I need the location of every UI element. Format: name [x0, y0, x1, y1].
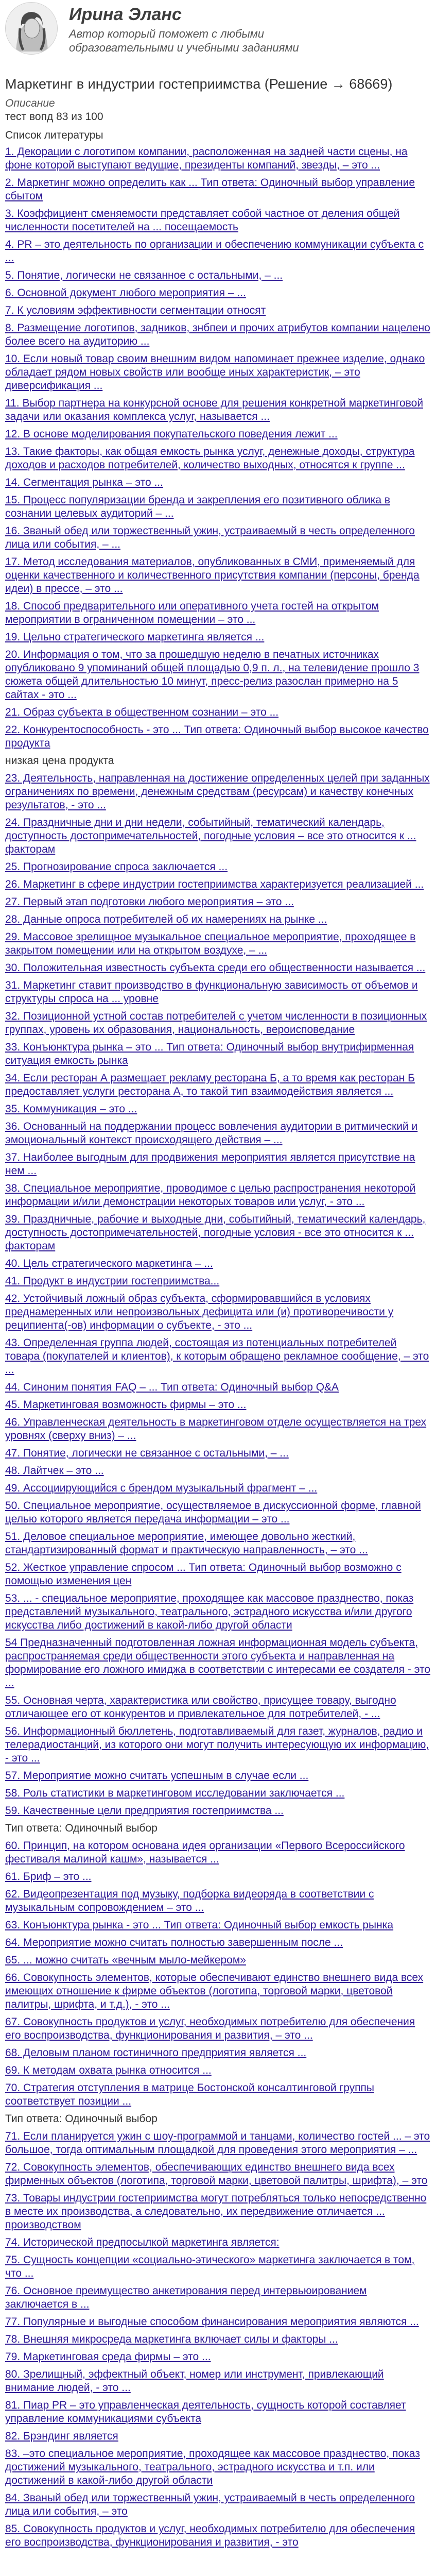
question-link[interactable]: 46. Управленческая деятельность в маркетинговом отделе осуществляется на трех уровнях (сверху вниз) – ... [5, 1416, 427, 1442]
question-link[interactable]: 40. Цель стратегического маркетинга – ... [5, 1258, 213, 1269]
question-link[interactable]: 51. Деловое специальное мероприятие, имеющее довольно жесткий, стандартизированный формат и практическую направленность, – это ... [5, 1531, 368, 1556]
avatar-sketch-icon [6, 3, 57, 54]
list-label: Список литературы [5, 129, 103, 141]
question-link[interactable]: 73. Товары индустрии гостеприимства могут потребляться только непосредственно в месте их производства, а следовательно, их передвижение отличается ... производством [5, 2192, 427, 2231]
question-link[interactable]: 61. Бриф – это ... [5, 1871, 92, 1883]
question-link[interactable]: 52. Жесткое управление спросом ... Тип ответа: Одиночный выбор возможно с помощью изменения цен [5, 1562, 402, 1587]
question-link[interactable]: 74. Исторической предпосылкой маркетинга является: [5, 2236, 280, 2248]
question-link[interactable]: 49. Ассоциирующийся с брендом музыкальный фрагмент – ... [5, 1482, 318, 1494]
question-link[interactable]: 72. Совокупность элементов, обеспечивающих единство внешнего вида всех фирменных объектов (логотипа, торговой марки, цветовой палитры, шрифта), – это [5, 2161, 428, 2187]
question-link[interactable]: 3. Коэффициент сменяемости представляет собой частное от деления общей численности посетителей на ... посещаемость [5, 208, 400, 233]
question-link[interactable]: 32. Позиционной устной состав потребителей с учетом численности в позиционных группах, уровень их образования, национальность, вероисповедание [5, 1010, 427, 1036]
question-list [5, 145, 431, 2549]
document-title: Маркетинг в индустрии гостеприимства (Решение → 68669) [5, 76, 393, 92]
question-link[interactable]: 29. Массовое зрелищное музыкальное специальное мероприятие, проходящее в закрытом помещении или на открытом воздухе, – ... [5, 931, 416, 956]
question-link[interactable]: 30. Положительная известность субъекта среди его общественности называется ... [5, 962, 426, 974]
question-link[interactable]: 50. Специальное мероприятие, осуществляемое в дискуссионной форме, главной целью которого является передача информации – это ... [5, 1500, 421, 1525]
question-link[interactable]: 71. Если планируется ужин с шоу-программой и танцами, количество гостей ... – это большое, тогда оптимальным площадкой для проведения этого мероприятия – ... [5, 2130, 430, 2156]
question-link[interactable]: 36. Основанный на поддержании процесс вовлечения аудитории в ритмический и эмоциональный контекст происходящего действия – ... [5, 1121, 418, 1146]
question-link[interactable]: 55. Основная черта, характеристика или свойство, присущее товару, выгодно отличающее его от конкурентов и привлекательное для потребителей, - ... [5, 1694, 396, 1720]
question-link[interactable]: 2. Маркетинг можно определить как ... Тип ответа: Одиночный выбор управление сбытом [5, 177, 415, 202]
question-link[interactable]: 84. Званый обед или торжественный ужин, устраиваемый в честь определенного лица или события, – это [5, 2492, 415, 2517]
question-link[interactable]: 54 Предназначенный подготовленная ложная информационная модель субъекта, распространяемая среди общественности этого субъекта и направленная на формирование его ложного имиджа в соответствии с интересами ее создателя - это ... [5, 1637, 431, 1689]
question-link[interactable]: 53. ... - специальное мероприятие, проходящее как массовое празднество, показ представлений музыкального, театрального, эстрадного искусства и/или другого искусства либо достижений в какой-либо другой области [5, 1592, 414, 1631]
question-link[interactable]: 62. Видеопрезентация под музыку, подборка видеоряда в соответствии с музыкальным сопровождением – это ... [5, 1888, 374, 1913]
list-note: низкая цена продукта [5, 755, 114, 767]
question-link[interactable]: 69. К методам охвата рынка относится ... [5, 2064, 212, 2076]
question-link[interactable]: 38. Специальное мероприятие, проводимое с целью распространения некоторой информации и/или демонстрации некоторых товаров или услуг, - это ... [5, 1182, 416, 1208]
question-link[interactable]: 39. Праздничные, рабочие и выходные дни, событийный, тематический календарь, доступность достопримечательностей, погодные условия - все это относится к ... факторам [5, 1213, 426, 1252]
author-header [5, 2, 431, 65]
question-link[interactable]: 11. Выбор партнера на конкурсной основе для решения конкретной маркетинговой задачи или оказания комплекса услуг, называется ... [5, 397, 424, 422]
question-link[interactable]: 43. Определенная группа людей, состоящая из потенциальных потребителей товара (покупателей и клиентов), к которым обращено рекламное сообщение, – это ... [5, 1337, 429, 1376]
question-link[interactable]: 59. Качественные цели предприятия гостеприимства ... [5, 1805, 284, 1817]
question-link[interactable]: 56. Информационный бюллетень, подготавливаемый для газет, журналов, радио и телерадиостанций, из которого они могут получить интересующую их информацию, - это ... [5, 1725, 429, 1764]
question-link[interactable]: 77. Популярные и выгодные способом финансирования мероприятия являются ... [5, 2316, 419, 2328]
question-link[interactable]: 83. –это специальное мероприятие, проходящее как массовое празднество, показ достижений музыкального, театрального, эстрадного искусства и т.п. или достижений в какой-либо другой области [5, 2448, 420, 2486]
question-link[interactable]: 44. Синоним понятия FAQ – ... Тип ответа: Одиночный выбор Q&A [5, 1381, 339, 1393]
question-link[interactable]: 16. Званый обед или торжественный ужин, устраиваемый в честь определенного лица или события, – ... [5, 525, 415, 550]
question-link[interactable]: 47. Понятие, логически не связанное с остальными, – ... [5, 1447, 289, 1459]
question-link[interactable]: 14. Сегментация рынка – это ... [5, 477, 163, 488]
question-link[interactable]: 75. Сущность концепции «социально-этического» маркетинга заключается в том, что ... [5, 2254, 415, 2279]
question-link[interactable]: 21. Образ субъекта в общественном сознании – это ... [5, 706, 279, 718]
question-link[interactable]: 7. К условиям эффективности сегментации относят [5, 304, 266, 316]
description-label: Описание [5, 97, 55, 109]
question-link[interactable]: 79. Маркетинговая среда фирмы – это ... [5, 2351, 211, 2363]
question-link[interactable]: 80. Зрелищный, эффектный объект, номер или инструмент, привлекающий внимание людей, - это ... [5, 2368, 384, 2394]
question-link[interactable]: 45. Маркетинговая возможность фирмы – это ... [5, 1399, 247, 1411]
question-link[interactable]: 13. Такие факторы, как общая емкость рынка услуг, денежные доходы, структура доходов и расходов потребителей, количество выходных, относятся к группе ... [5, 446, 415, 471]
question-link[interactable]: 15. Процесс популяризации бренда и закрепления его позитивного облика в сознании целевых аудиторий – ... [5, 494, 391, 519]
question-link[interactable]: 66. Совокупность элементов, которые обеспечивают единство внешнего вида всех имеющих отношение к фирме объектов (логотипа, торговой марки, цветовой палитры, шрифта, и т.д.), - это ... [5, 1972, 424, 2010]
author-name[interactable]: Ирина Эланс [69, 5, 182, 24]
question-link[interactable]: 1. Декорации с логотипом компании, расположенная на задней части сцены, на фоне которой выступают ведущие, президенты компаний, звезды, – это ... [5, 146, 408, 171]
question-link[interactable]: 25. Прогнозирование спроса заключается ... [5, 861, 228, 873]
question-link[interactable]: 27. Первый этап подготовки любого мероприятия – это ... [5, 896, 294, 908]
question-link[interactable]: 64. Мероприятие можно считать полностью завершенным после ... [5, 1937, 343, 1948]
question-link[interactable]: 22. Конкурентоспособность - это ... Тип ответа: Одиночный выбор высокое качество продукта [5, 724, 429, 749]
author-tagline: Автор который поможет с любыми образовательными и учебными заданиями [69, 27, 299, 54]
question-link[interactable]: 19. Цельно стратегического маркетинга является ... [5, 631, 265, 643]
question-link[interactable]: 23. Деятельность, направленная на достижение определенных целей при заданных ограничениях по времени, денежным средствам (ресурсам) и качеству конечных результатов, - это ... [5, 772, 430, 811]
question-link[interactable]: 60. Принцип, на котором основана идея организации «Первого Всероссийского фестиваля малиной кашм», называется ... [5, 1840, 405, 1865]
question-link[interactable]: 10. Если новый товар своим внешним видом напоминает прежнее изделие, однако обладает рядом новых свойств или вообще иных характеристик, – это диверсификация ... [5, 353, 425, 392]
question-link[interactable]: 63. Конъюнктура рынка - это ... Тип ответа: Одиночный выбор емкость рынка [5, 1919, 394, 1931]
test-info: тест вопд 83 из 100 [5, 111, 103, 123]
question-link[interactable]: 12. В основе моделирования покупательского поведения лежит ... [5, 428, 338, 440]
question-link[interactable]: 17. Метод исследования материалов, опубликованных в СМИ, применяемый для оценки качественного и количественного присутствия компании (персоны, бренда идеи) в прессе, – это ... [5, 556, 420, 595]
list-note: Тип ответа: Одиночный выбор [5, 1822, 158, 1834]
question-link[interactable]: 35. Коммуникация – это ... [5, 1103, 137, 1115]
question-link[interactable]: 78. Внешняя микросреда маркетинга включает силы и факторы ... [5, 2333, 338, 2345]
question-link[interactable]: 85. Совокупность продуктов и услуг, необходимых потребителю для обеспечения его воспроизводства, функционирования и развития, - это [5, 2523, 415, 2548]
question-link[interactable]: 57. Мероприятие можно считать успешным в случае если ... [5, 1770, 309, 1782]
question-link[interactable]: 26. Маркетинг в сфере индустрии гостеприимства характеризуется реализацией ... [5, 878, 424, 890]
question-link[interactable]: 81. Пиар PR – это управленческая деятельность, сущность которой составляет управление коммуникациями субъекта [5, 2399, 406, 2425]
question-link[interactable]: 58. Роль статистики в маркетинговом исследовании заключается ... [5, 1787, 345, 1799]
question-link[interactable]: 70. Стратегия отступления в матрице Бостонской консалтинговой группы соответствует позиции ... [5, 2082, 374, 2107]
question-link[interactable]: 18. Способ предварительного или оперативного учета гостей на открытом мероприятии в ограниченном помещении – это ... [5, 600, 379, 625]
question-link[interactable]: 28. Данные опроса потребителей об их намерениях на рынке ... [5, 913, 327, 925]
question-link[interactable]: 34. Если ресторан А размещает рекламу ресторана Б, а то время как ресторан Б предоставляет услуги ресторана А, то такой тип взаимодействия является ... [5, 1072, 415, 1097]
question-link[interactable]: 48. Лайтчек – это ... [5, 1465, 104, 1477]
question-link[interactable]: 37. Наиболее выгодным для продвижения мероприятия является присутствие на нем ... [5, 1151, 415, 1177]
author-avatar[interactable] [5, 2, 58, 55]
question-link[interactable]: 42. Устойчивый ложный образ субъекта, сформировавшийся в условиях преднамеренных или непроизвольных дефицита или (и) противоречивости у реципиента(-ов) информации о субъекте, - это ... [5, 1293, 394, 1331]
question-link[interactable]: 41. Продукт в индустрии гостеприимства... [5, 1275, 220, 1287]
list-note: Тип ответа: Одиночный выбор [5, 2113, 158, 2125]
question-link[interactable]: 5. Понятие, логически не связанное с остальными, – ... [5, 269, 283, 281]
question-link[interactable]: 6. Основной документ любого мероприятия – ... [5, 287, 246, 299]
question-link[interactable]: 68. Деловым планом гостиничного предприятия является ... [5, 2047, 307, 2059]
question-link[interactable]: 24. Праздничные дни и дни недели, событийный, тематический календарь, доступность достопримечательностей, погодные условия – все это относится к ... факторам [5, 817, 416, 855]
question-link[interactable]: 20. Информация о том, что за прошедшую неделю в печатных источниках опубликовано 9 упоминаний общей площадью 0,9 п. л., на телевидение прошло 3 сюжета общей длительностью 10 минут, пресс-релиз разослан примерно на 5 сайтах - это ... [5, 649, 420, 701]
question-link[interactable]: 8. Размещение логотипов, задников, знбпеи и прочих атрибутов компании нацелено более всего на аудиторию ... [5, 322, 430, 347]
question-link[interactable]: 4. PR – это деятельность по организации и обеспечению коммуникации субъекта с ... [5, 239, 424, 264]
question-link[interactable]: 31. Маркетинг ставит производство в функциональную зависимость от объемов и структуры спроса на ... уровне [5, 979, 418, 1005]
question-link[interactable]: 33. Конъюнктура рынка – это ... Тип ответа: Одиночный выбор внутрифирменная ситуация емкость рынка [5, 1041, 414, 1066]
question-link[interactable]: 82. Брэндинг является [5, 2430, 118, 2442]
question-link[interactable]: 65. ... можно считать «вечным мыло-мейкером» [5, 1954, 246, 1966]
question-link[interactable]: 67. Совокупность продуктов и услуг, необходимых потребителю для обеспечения его воспроизводства, функционирования и развития, – это ... [5, 2016, 415, 2041]
question-link[interactable]: 76. Основное преимущество анкетирования перед интервьюированием заключается в ... [5, 2285, 367, 2310]
